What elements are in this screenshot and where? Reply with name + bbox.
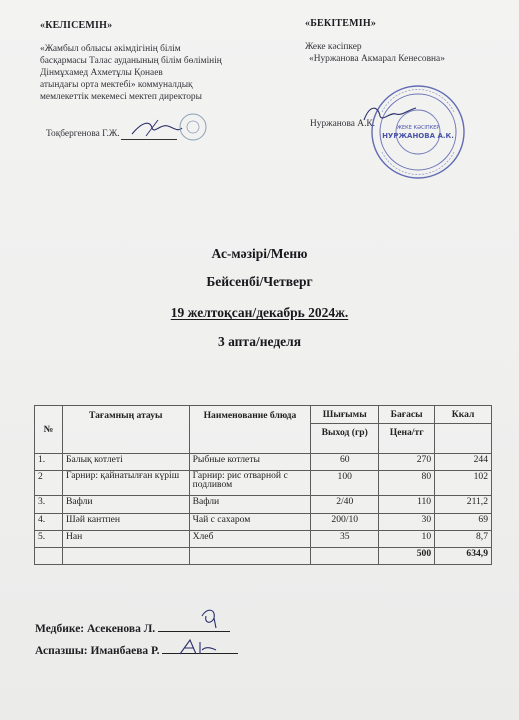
row-num: 2 xyxy=(35,471,63,496)
left-header-line-1: «Жамбыл облысы әкімдігінің білім xyxy=(40,44,181,54)
row-price: 80 xyxy=(379,471,435,496)
header-price-ru: Цена/тг xyxy=(379,424,435,454)
table-row xyxy=(35,454,492,471)
menu-table xyxy=(34,405,492,565)
approval-right-title: «БЕКІТЕМІН» xyxy=(305,18,377,29)
row-name-kz: Нан xyxy=(62,531,189,548)
table-row xyxy=(35,496,492,514)
left-header-line-4: атындағы орта мектебі» коммуналдық xyxy=(40,80,193,90)
row-yield: 60 xyxy=(311,454,379,471)
row-num: 3. xyxy=(35,496,63,514)
left-header-line-2: басқармасы Талас ауданының білім бөлімінің xyxy=(40,56,222,66)
menu-title: Ас-мәзірі/Меню xyxy=(211,246,308,261)
row-yield: 200/10 xyxy=(311,514,379,531)
right-signatory-name: Нуржанова А.К. xyxy=(310,119,376,129)
table-row xyxy=(35,514,492,531)
row-price: 110 xyxy=(379,496,435,514)
row-kcal: 69 xyxy=(435,514,492,531)
row-name-ru: Вафли xyxy=(189,496,311,514)
left-header-line-3: Дінмұхамед Ахметұлы Қонаев xyxy=(40,68,163,78)
cook-signature: Аспазшы: Иманбаева Р. xyxy=(35,643,238,657)
row-kcal: 102 xyxy=(435,471,492,496)
row-kcal: 211,2 xyxy=(435,496,492,514)
nurse-signature: Медбике: Асекенова Л. xyxy=(35,621,230,635)
table-row xyxy=(35,531,492,548)
header-yield-kz: Шығымы xyxy=(311,406,379,424)
left-school-seal xyxy=(178,112,208,142)
row-kcal: 244 xyxy=(435,454,492,471)
left-header-line-5: мемлекеттік мекемесі мектеп директоры xyxy=(40,92,202,102)
row-num: 1. xyxy=(35,454,63,471)
nurse-signature-mark xyxy=(196,606,226,632)
row-yield: 2/40 xyxy=(311,496,379,514)
company-stamp xyxy=(368,82,468,182)
row-name-kz: Гарнир: қайнатылған күріш xyxy=(62,471,189,496)
total-price: 500 xyxy=(379,548,435,565)
row-yield: 35 xyxy=(311,531,379,548)
header-num: № xyxy=(35,406,63,454)
stamp-top-text: ЖЕКЕ КӘСІПКЕР xyxy=(396,125,440,131)
header-kcal-empty xyxy=(435,424,492,454)
row-yield: 100 xyxy=(311,471,379,496)
menu-week: 3 апта/неделя xyxy=(217,334,302,349)
header-name-kz: Тағамның атауы xyxy=(62,406,189,454)
row-price: 270 xyxy=(379,454,435,471)
totals-row xyxy=(35,548,492,565)
total-kcal: 634,9 xyxy=(435,548,492,565)
row-num: 4. xyxy=(35,514,63,531)
table-row xyxy=(35,471,492,496)
row-name-ru: Чай с сахаром xyxy=(189,514,311,531)
left-signatory-name: Тоқбергенова Г.Ж. xyxy=(46,129,120,139)
right-header-line-1: Жеке кәсіпкер xyxy=(305,42,362,52)
row-name-kz: Балық котлеті xyxy=(62,454,189,471)
row-name-ru: Хлеб xyxy=(189,531,311,548)
menu-date: 19 желтоқсан/декабрь 2024ж. xyxy=(170,305,349,320)
row-num: 5. xyxy=(35,531,63,548)
right-signature xyxy=(360,100,420,130)
row-name-kz: Шәй кантпен xyxy=(62,514,189,531)
approval-left-title: «КЕЛІСЕМІН» xyxy=(40,20,113,31)
stamp-center-text: НУРЖАНОВА А.К. xyxy=(382,132,454,140)
cook-signature-mark xyxy=(176,636,222,660)
row-price: 10 xyxy=(379,531,435,548)
right-header-line-2: «Нуржанова Акмарал Кенесовна» xyxy=(309,54,445,64)
row-price: 30 xyxy=(379,514,435,531)
row-name-ru: Гарнир: рис отварной с подливом xyxy=(189,471,311,496)
header-yield-ru: Выход (гр) xyxy=(311,424,379,454)
left-signature xyxy=(128,116,184,140)
row-name-ru: Рыбные котлеты xyxy=(189,454,311,471)
header-price-kz: Бағасы xyxy=(379,406,435,424)
header-name-ru: Наименование блюда xyxy=(189,406,311,454)
row-kcal: 8,7 xyxy=(435,531,492,548)
header-kcal: Ккал xyxy=(435,406,492,424)
row-name-kz: Вафли xyxy=(62,496,189,514)
menu-day: Бейсенбі/Четверг xyxy=(206,274,313,289)
